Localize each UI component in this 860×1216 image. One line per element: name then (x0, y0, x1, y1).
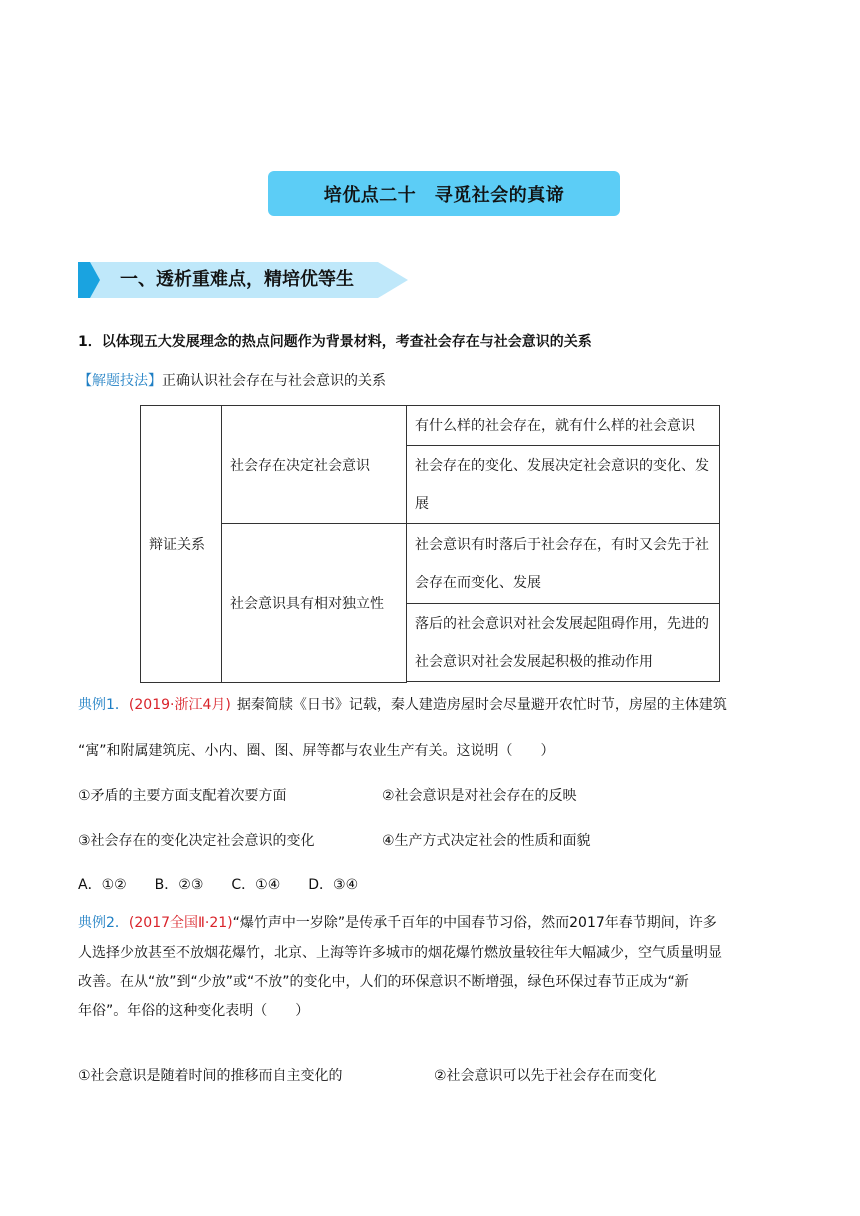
table-cell: 落后的社会意识对社会发展起阻碍作用，先进的社会意识对社会发展起积极的推动作用 (407, 604, 720, 682)
example2-line4: 年俗”。年俗的这种变化表明（ ） (78, 1003, 310, 1019)
relation-table (140, 405, 720, 683)
point-heading: 1．以体现五大发展理念的热点问题作为背景材料，考查社会存在与社会意识的关系 (78, 334, 592, 350)
table-cell: 有什么样的社会存在，就有什么样的社会意识 (407, 406, 720, 446)
example1-option: ①矛盾的主要方面支配着次要方面 (78, 788, 287, 804)
example1-source: (2019·浙江4月) (128, 697, 231, 713)
table-category: 辩证关系 (141, 406, 222, 683)
example2-line1 (78, 913, 717, 933)
technique-line (78, 371, 386, 391)
example1-text: 据秦简牍《日书》记载，秦人建造房屋时会尽量避开农忙时节，房屋的主体建筑 (236, 697, 727, 713)
table-cell: 社会存在的变化、发展决定社会意识的变化、发展 (407, 446, 720, 524)
table-row-label: 社会意识具有相对独立性 (222, 524, 407, 683)
section-banner (78, 262, 408, 298)
technique-text: 正确认识社会存在与社会意识的关系 (162, 373, 386, 389)
example1-choices: A．①② B．②③ C．①④ D．③④ (78, 877, 359, 893)
example1-option: ④生产方式决定社会的性质和面貌 (382, 833, 591, 849)
example2-option: ②社会意识可以先于社会存在而变化 (434, 1068, 657, 1084)
table-row-label: 社会存在决定社会意识 (222, 406, 407, 524)
example2-text: “爆竹声中一岁除”是传承千百年的中国春节习俗，然而2017年春节期间，许多 (232, 915, 717, 931)
example1-option: ②社会意识是对社会存在的反映 (382, 788, 577, 804)
example2-label: 典例2． (78, 915, 129, 931)
example1-option: ③社会存在的变化决定社会意识的变化 (78, 833, 315, 849)
technique-tag: 【解题技法】 (78, 373, 162, 389)
page-title: 培优点二十 寻觅社会的真谛 (268, 171, 620, 216)
example1-line1 (78, 695, 727, 715)
section-heading: 一、透析重难点，精培优等生 (120, 269, 354, 290)
table-cell: 社会意识有时落后于社会存在，有时又会先于社会存在而变化、发展 (407, 524, 720, 604)
example2-source: (2017全国Ⅱ·21) (128, 915, 233, 931)
example1-line2: “寓”和附属建筑庑、小内、圈、图、屏等都与农业生产有关。这说明（ ） (78, 743, 555, 759)
example2-option: ①社会意识是随着时间的推移而自主变化的 (78, 1068, 343, 1084)
example1-label: 典例1． (78, 697, 129, 713)
example2-line2: 人选择少放甚至不放烟花爆竹，北京、上海等许多城市的烟花爆竹燃放量较往年大幅减少，空气质量明显 (78, 945, 722, 961)
example2-line3: 改善。在从“放”到“少放”或“不放”的变化中，人们的环保意识不断增强，绿色环保过春节正成为“新 (78, 974, 689, 990)
